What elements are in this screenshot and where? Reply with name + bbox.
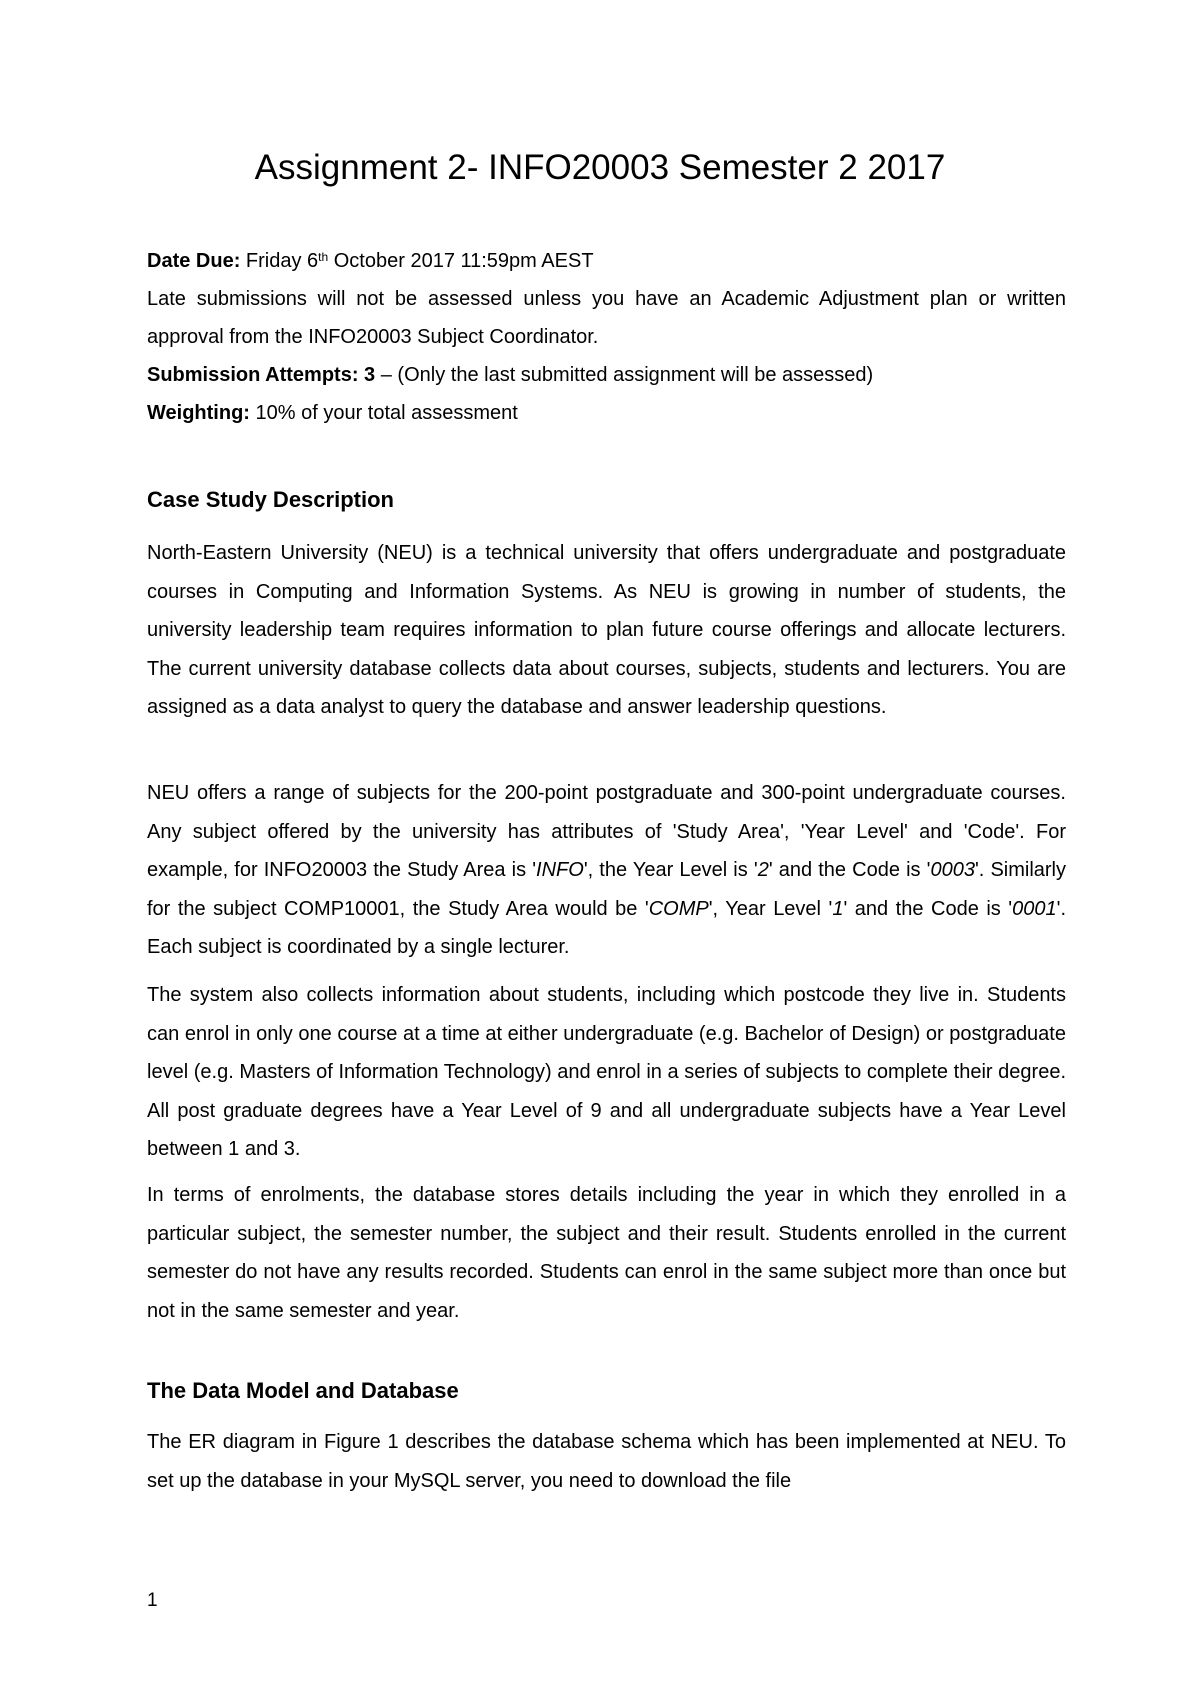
- p2-text-d: '. Similarly for the subject COMP10001, the Study Area would be ': [147, 859, 1066, 920]
- case-study-paragraph-3: The system also collects information about students, including which postcode they live in. Students can enrol in only one course at a time at either undergraduate (e.g. Bachelor of Design) or postgraduate level (e.g. Masters of Information Technology) and enrol in a series of subjects to complete their degree. All post graduate degrees have a Year Level of 9 and all undergraduate subjects have a Year Level between 1 and 3.: [147, 984, 1066, 1160]
- date-due-post: October 2017 11:59pm AEST: [328, 250, 594, 272]
- attempts-line: [147, 356, 1066, 394]
- case-study-paragraph-2: [147, 774, 1066, 967]
- attempts-label: Submission Attempts: 3: [147, 364, 376, 386]
- late-note: Late submissions will not be assessed unless you have an Academic Adjustment plan or written approval from the INFO20003 Subject Coordinator.: [147, 288, 1066, 348]
- weighting-label: Weighting:: [147, 402, 250, 424]
- data-model-paragraph-1: The ER diagram in Figure 1 describes the database schema which has been implemented at NEU. To set up the database in your MySQL server, you need to download the file: [147, 1431, 1066, 1492]
- p2-italic-year-level: 2: [757, 859, 769, 881]
- section-heading-case-study: Case Study Description: [147, 487, 394, 512]
- p2-italic-study-area: INFO: [536, 859, 584, 881]
- p2-italic-code: 0003: [930, 859, 975, 881]
- p2-text-b: ', the Year Level is ': [583, 859, 758, 881]
- date-due-pre: Friday 6: [245, 250, 319, 272]
- p2-text-e: ', Year Level ': [708, 897, 833, 920]
- p2-text-g: '. Each subject is coordinated by a single lecturer.: [147, 897, 1066, 958]
- p2-text-f: ' and the Code is ': [843, 897, 1013, 920]
- case-study-paragraph-4: In terms of enrolments, the database stores details including the year in which they enrolled in a particular subject, the semester number, the subject and their result. Students enrolled in the current semester do not have any results recorded. Students can enrol in the same subject more than once but not in the same semester and year.: [147, 1184, 1066, 1322]
- p2-text-c: ' and the Code is ': [768, 859, 931, 881]
- weighting-text: 10% of your total assessment: [249, 402, 518, 424]
- weighting-line: [147, 394, 1066, 432]
- attempts-text: – (Only the last submitted assignment will be assessed): [375, 364, 874, 386]
- p2-italic-year-level-2: 1: [832, 897, 844, 920]
- p2-text-a: NEU offers a range of subjects for the 200-point postgraduate and 300-point undergraduate courses. Any subject offered by the university has attributes of 'Study Area', 'Year Level' and 'Code'. For example, for INFO20003 the Study Area is ': [147, 782, 1066, 881]
- p2-italic-study-area-2: COMP: [648, 897, 709, 920]
- date-due-line: [147, 242, 1066, 280]
- page-title: Assignment 2- INFO20003 Semester 2 2017: [254, 148, 946, 187]
- date-due-sup: th: [318, 250, 329, 264]
- page-number: 1: [147, 1590, 158, 1611]
- section-heading-data-model: The Data Model and Database: [147, 1378, 459, 1403]
- assignment-meta: [147, 242, 1066, 432]
- case-study-paragraph-1: North-Eastern University (NEU) is a technical university that offers undergraduate and postgraduate courses in Computing and Information Systems. As NEU is growing in number of students, the university leadership team requires information to plan future course offerings and allocate lecturers. The current university database collects data about courses, subjects, students and lecturers. You are assigned as a data analyst to query the database and answer leadership questions.: [147, 542, 1066, 718]
- date-due-label: Date Due:: [147, 250, 241, 272]
- p2-italic-code-2: 0001: [1012, 897, 1057, 920]
